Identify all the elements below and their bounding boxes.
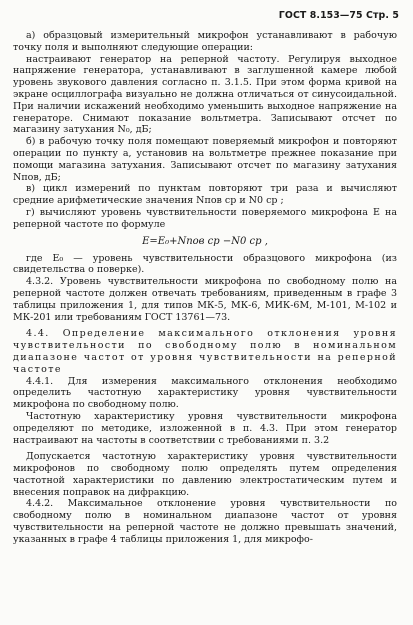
paragraph-4-3-2: 4.3.2. Уровень чувствительности микрофона по свободному полю на реперной частоте должен отвечать требованиям, приведенным в графе 3 таблицы приложения 1, для типов МК-5, МК-6, МИК-6М, М-101, М-102 и МК-201 или требованиям ГОСТ 13761—73. xyxy=(13,276,397,323)
paragraph-b: б) в рабочую точку поля помещают поверяемый микрофон и повторяют операции по пункту а, установив на вольтметре прежнее показание при помощи магазина затухания. Записывают отсчет по магазину затухания Nпов, дБ; xyxy=(13,136,397,183)
paragraph-frequency-response: Частотную характеристику уровня чувствительности микрофона определяют по методике, изложенной в п. 4.3. При этом генератор настраивают на частоты в соответствии с требованиями п. 3.2 xyxy=(13,410,397,446)
paragraph-g: г) вычисляют уровень чувствительности поверяемого микрофона E на реперной частоте по формуле xyxy=(13,206,397,230)
paragraph-4-4-1: 4.4.1. Для измерения максимального отклонения необходимо определить частотную характеристику уровня чувствительности микрофона по свободному полю. xyxy=(13,375,397,411)
paragraph-4-4-2: 4.4.2. Максимальное отклонение уровня чувствительности по свободному полю в номинальном диапазоне частот от уровня чувствительности на реперной частоте не должно превышать значений, указанных в графе 4 таблицы приложения 1, для микрофо- xyxy=(13,498,397,545)
paragraph-a-procedure: настраивают генератор на реперной частоту. Регулируя выходное напряжение генератора, устанавливают в заглушенной камере любой уровень звукового давления согласно п. 3.1.5. При этом форма кривой на экране осциллографа визуально не должна отличаться от синусоидальной. При наличии искажений необходимо уменьшить выходное напряжение на генераторе. Снимают показание вольтметра. Записывают отсчет по магазину затухания N₀, дБ; xyxy=(13,53,397,136)
paragraph-v: в) цикл измерений по пунктам повторяют три раза и вычисляют средние арифметические значения Nпов ср и N0 ср ; xyxy=(13,183,397,207)
paragraph-allowed-method: Допускается частотную характеристику уровня чувствительности микрофонов по свободному полю определять путем определения частотной характеристики по давлению электростатическим путем и внесения поправок на дифракцию. xyxy=(13,451,397,498)
document-body xyxy=(13,30,397,546)
page-header: ГОСТ 8.153—75 Стр. 5 xyxy=(278,10,399,21)
paragraph-a: а) образцовый измерительный микрофон устанавливают в рабочую точку поля и выполняют следующие операции: xyxy=(13,30,397,53)
paragraph-where: где E₀ — уровень чувствительности образцового микрофона (из свидетельства о поверке). xyxy=(13,252,397,276)
sensitivity-formula: E=E₀+Nпов ср −N0 ср , xyxy=(142,235,268,247)
section-heading-4-4: 4.4. Определение максимального отклонения уровня чувствительности по свободному полю в номинальном диапазоне частот от уровня чувствительности на реперной частоте xyxy=(13,328,397,375)
